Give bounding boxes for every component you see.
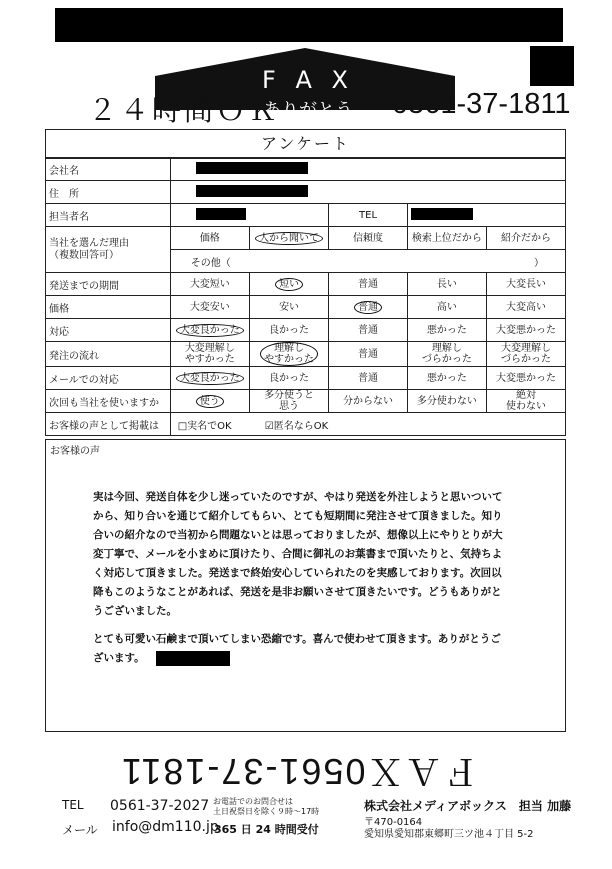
- voice-paragraph-2: とても可愛い石鹸まで頂いてしまい恐縮です。喜んで使わせて頂きます。ありがとうご ざいます。: [93, 633, 501, 664]
- selected-option: 大変良かった: [176, 372, 244, 385]
- table-row: [46, 204, 566, 227]
- option-cell: [249, 342, 328, 367]
- redacted-signature: [156, 651, 230, 666]
- row-label: 当社を選んだ理由 （複数回答可）: [46, 227, 171, 273]
- redacted-company: [196, 162, 308, 174]
- option-cell: 良かった: [249, 367, 328, 390]
- option-cell: 大変安い: [170, 296, 249, 319]
- open-24h-label: ２４時間ＯＫ: [88, 93, 281, 127]
- option-cell: 信頼度: [329, 227, 408, 250]
- anonymous-option: ☑匿名ならOK: [264, 420, 329, 432]
- row-label: 価格: [46, 296, 171, 319]
- table-row: [46, 181, 566, 204]
- option-cell: 多分使うと 思う: [249, 390, 328, 413]
- option-cell: 高い: [407, 296, 486, 319]
- mail-note: 365 日 24 時間受付: [214, 823, 319, 836]
- row-label: 会社名: [46, 158, 171, 181]
- option-cell: [170, 390, 249, 413]
- redacted-corner-block: [530, 46, 574, 86]
- option-cell: 悪かった: [407, 367, 486, 390]
- option-cell: 大変理解し やすかった: [170, 342, 249, 367]
- tel-number: 0561-37-2027: [110, 798, 210, 814]
- selected-option: 普通: [354, 301, 382, 314]
- option-cell: 悪かった: [407, 319, 486, 342]
- row-label: 次回も当社を使いますか: [46, 390, 171, 413]
- option-cell: 良かった: [249, 319, 328, 342]
- fax-number-bottom: ＦＡＸ0561-37-1811: [120, 751, 480, 792]
- table-row: [46, 319, 566, 342]
- tel-label: TEL: [329, 204, 408, 227]
- option-cell: 分からない: [329, 390, 408, 413]
- postal-code: 〒470-0164: [364, 817, 423, 828]
- survey-title: アンケート: [260, 134, 351, 153]
- table-row: [46, 367, 566, 390]
- redacted-header-bar: [55, 8, 563, 42]
- fax-number-top: 0561-37-1811: [392, 88, 571, 120]
- option-cell: 検索上位だから: [407, 227, 486, 250]
- mail-label: メール: [62, 823, 98, 837]
- option-cell: 紹介だから: [486, 227, 565, 250]
- redacted-address: [196, 185, 308, 197]
- redacted-contact-name: [196, 208, 246, 220]
- mail-address: info@dm110.jp: [112, 819, 219, 835]
- table-row: [46, 158, 566, 181]
- selected-option: 理解し やすかった: [260, 342, 318, 366]
- option-cell: 安い: [249, 296, 328, 319]
- table-row: [46, 227, 566, 250]
- voice-label: お客様の声: [50, 446, 100, 457]
- option-cell: [249, 273, 328, 296]
- tel-note: お電話でのお問合せは 土日祝祭日を除く９時〜17時: [213, 797, 320, 816]
- row-label: 住 所: [46, 181, 171, 204]
- table-row: [46, 342, 566, 367]
- option-cell: 価格: [170, 227, 249, 250]
- option-cell: 絶対 使わない: [486, 390, 565, 413]
- option-cell: 長い: [407, 273, 486, 296]
- real-name-option: □実名でOK: [177, 420, 232, 432]
- table-row: [46, 296, 566, 319]
- option-cell: 理解し づらかった: [407, 342, 486, 367]
- other-label: その他（: [190, 257, 231, 269]
- option-cell: [329, 296, 408, 319]
- option-cell: 普通: [329, 367, 408, 390]
- option-cell: 大変理解し づらかった: [486, 342, 565, 367]
- survey-table: [45, 157, 566, 436]
- option-cell: [170, 319, 249, 342]
- option-cell: 多分使わない: [407, 390, 486, 413]
- selected-option: 大変良かった: [176, 324, 244, 337]
- option-cell: [170, 367, 249, 390]
- selected-option: 使う: [196, 395, 224, 408]
- option-cell: 普通: [329, 319, 408, 342]
- fax-thanks: ありがとう: [263, 100, 353, 121]
- redacted-tel: [411, 208, 473, 220]
- row-label: 担当者名: [46, 204, 171, 227]
- option-cell: 大変高い: [486, 296, 565, 319]
- option-cell: 普通: [329, 273, 408, 296]
- selected-option: 短い: [275, 278, 303, 291]
- table-row: [46, 390, 566, 413]
- voice-paragraph-1: 実は今回、発送自体を少し迷っていたのですが、やはり発送を外注しようと思いついて から、知り合いを通じて紹介してもらい、とても短期間に発注させて頂きました。知り 合いの紹介なので当初から問題ないとは思っておりましたが、想像以上にやりとりが大 変丁寧で、メールを小まめに頂けたり、合間に御礼のお葉書まで頂いたりと、気持ちよ く対応して頂きました。発送まで終始安心していられたのを実感しております。次回以 降もこのようなことがあれば、発送を是非お願いさせて頂きたいです。どうもありがと うございました。: [93, 491, 503, 617]
- row-label: メールでの対応: [46, 367, 171, 390]
- other-close: ）: [534, 257, 544, 269]
- option-cell: 大変悪かった: [486, 367, 565, 390]
- fax-title: F A X: [262, 66, 354, 94]
- row-label: 発送までの期間: [46, 273, 171, 296]
- row-label: お客様の声として掲載は: [46, 413, 171, 436]
- table-row: [46, 273, 566, 296]
- option-cell: 大変短い: [170, 273, 249, 296]
- row-label: 対応: [46, 319, 171, 342]
- tel-label: TEL: [62, 798, 84, 812]
- company-name: 株式会社メディアボックス 担当 加藤: [364, 799, 572, 813]
- address: 愛知県愛知郡東郷町三ツ池４丁目 5-2: [364, 829, 534, 840]
- table-row: [46, 413, 566, 436]
- option-cell: 大変悪かった: [486, 319, 565, 342]
- option-cell: 大変長い: [486, 273, 565, 296]
- option-cell: 普通: [329, 342, 408, 367]
- option-cell: [249, 227, 328, 250]
- selected-option: 人から聞いて: [255, 232, 323, 245]
- row-label: 発注の流れ: [46, 342, 171, 367]
